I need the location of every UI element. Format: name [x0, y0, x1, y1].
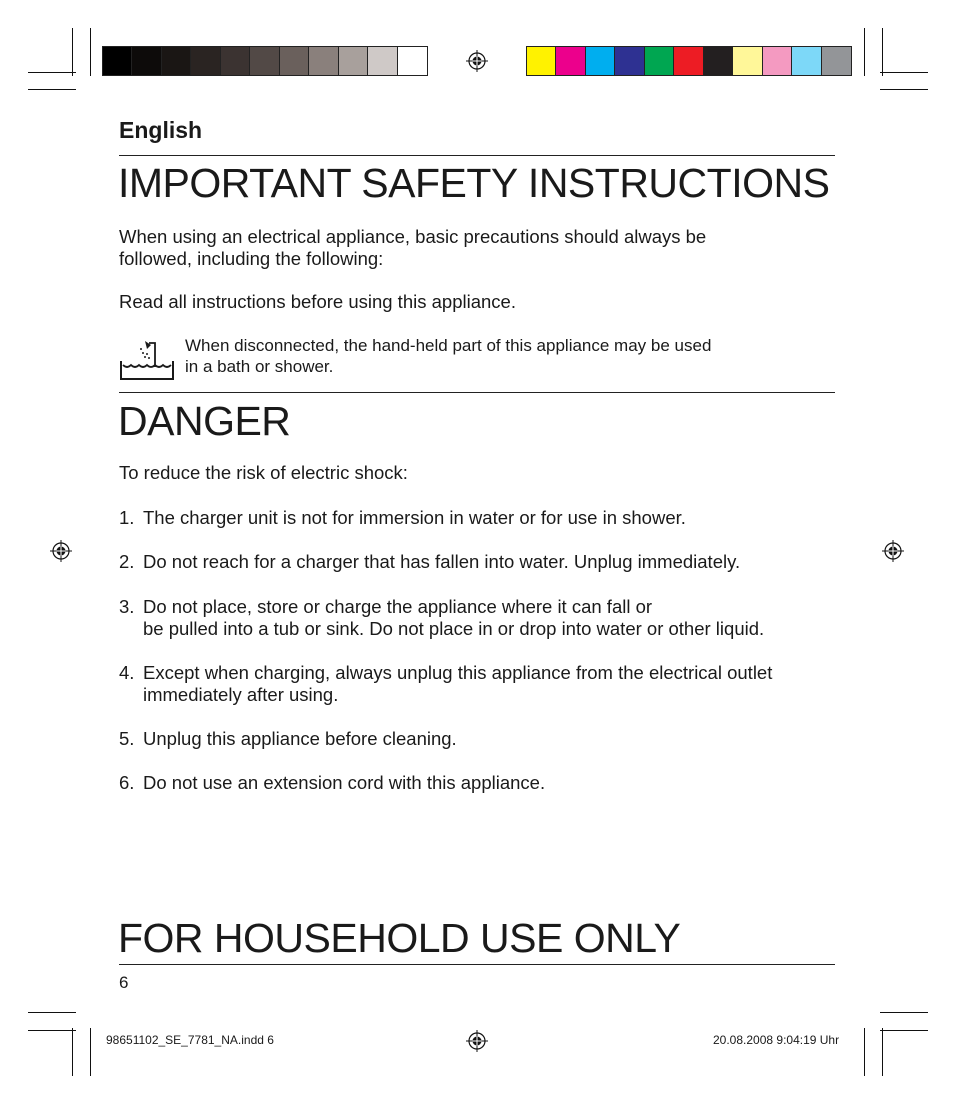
crop-mark [28, 1030, 76, 1031]
list-item-text: Unplug this appliance before cleaning. [143, 728, 457, 749]
crop-mark [880, 1030, 928, 1031]
color-swatch [733, 47, 762, 75]
crop-mark [90, 28, 91, 76]
color-swatch [586, 47, 615, 75]
danger-heading: DANGER [118, 398, 291, 444]
crop-mark [864, 28, 865, 76]
crop-mark [72, 28, 73, 76]
color-swatch [191, 47, 220, 75]
danger-list-item [119, 551, 839, 573]
color-swatch [822, 47, 851, 75]
registration-mark-icon [882, 540, 904, 562]
list-number: 5. [119, 728, 135, 749]
color-swatch [398, 47, 427, 75]
color-swatch [339, 47, 368, 75]
page-number: 6 [119, 973, 129, 992]
divider [119, 392, 835, 393]
divider [119, 964, 835, 965]
list-number: 1. [119, 507, 135, 528]
intro-line-2: followed, including the following: [119, 248, 384, 269]
bath-shower-icon [119, 337, 175, 383]
color-swatch [132, 47, 161, 75]
household-use-heading: FOR HOUSEHOLD USE ONLY [118, 915, 681, 961]
list-item-text: be pulled into a tub or sink. Do not place in or drop into water or other liquid. [143, 618, 765, 639]
list-item-text: Do not reach for a charger that has fallen into water. Unplug immediately. [143, 551, 741, 572]
color-swatch [368, 47, 397, 75]
crop-mark [28, 89, 76, 90]
crop-mark [880, 89, 928, 90]
page-title: IMPORTANT SAFETY INSTRUCTIONS [118, 160, 830, 206]
crop-mark [28, 72, 76, 73]
list-item-text: Do not place, store or charge the appliance where it can fall or [143, 596, 653, 617]
crop-mark [880, 1012, 928, 1013]
color-swatch [309, 47, 338, 75]
list-number: 2. [119, 551, 135, 572]
bath-notice-line-2: in a bath or shower. [185, 357, 334, 376]
danger-list-item [119, 596, 839, 640]
color-swatch [645, 47, 674, 75]
registration-mark-icon [466, 1030, 488, 1052]
bath-notice-line-1: When disconnected, the hand-held part of this appliance may be used [185, 336, 712, 355]
color-swatch [250, 47, 279, 75]
color-swatch [792, 47, 821, 75]
crop-mark [882, 28, 883, 76]
language-heading: English [119, 117, 203, 143]
color-swatch [103, 47, 132, 75]
list-item-text: The charger unit is not for immersion in water or for use in shower. [143, 507, 686, 528]
grayscale-color-bar [102, 46, 428, 76]
registration-mark-icon [50, 540, 72, 562]
color-swatch [674, 47, 703, 75]
danger-list-item [119, 662, 839, 706]
crop-mark [882, 1028, 883, 1076]
color-swatch [556, 47, 585, 75]
color-swatch [763, 47, 792, 75]
divider [119, 155, 835, 156]
list-item-text: Do not use an extension cord with this appliance. [143, 772, 546, 793]
list-number: 4. [119, 662, 135, 683]
crop-mark [90, 1028, 91, 1076]
color-swatch [221, 47, 250, 75]
color-swatch [704, 47, 733, 75]
list-item-text: Except when charging, always unplug this appliance from the electrical outlet [143, 662, 773, 683]
list-number: 6. [119, 772, 135, 793]
intro-line-1: When using an electrical appliance, basic precautions should always be [119, 226, 707, 247]
color-swatch [162, 47, 191, 75]
danger-list-item [119, 772, 839, 794]
print-timestamp: 20.08.2008 9:04:19 Uhr [713, 1033, 840, 1047]
color-swatch [280, 47, 309, 75]
crop-mark [880, 72, 928, 73]
file-name-slug: 98651102_SE_7781_NA.indd 6 [106, 1033, 274, 1047]
danger-intro: To reduce the risk of electric shock: [119, 462, 408, 483]
crop-mark [72, 1028, 73, 1076]
color-swatch [527, 47, 556, 75]
color-swatch [615, 47, 644, 75]
crop-mark [864, 1028, 865, 1076]
registration-mark-icon [466, 50, 488, 72]
cmyk-color-bar [526, 46, 852, 76]
danger-list-item [119, 728, 839, 750]
read-instructions-text: Read all instructions before using this appliance. [119, 291, 516, 312]
danger-list-item [119, 507, 839, 529]
list-number: 3. [119, 596, 135, 617]
list-item-text: immediately after using. [143, 684, 339, 705]
crop-mark [28, 1012, 76, 1013]
